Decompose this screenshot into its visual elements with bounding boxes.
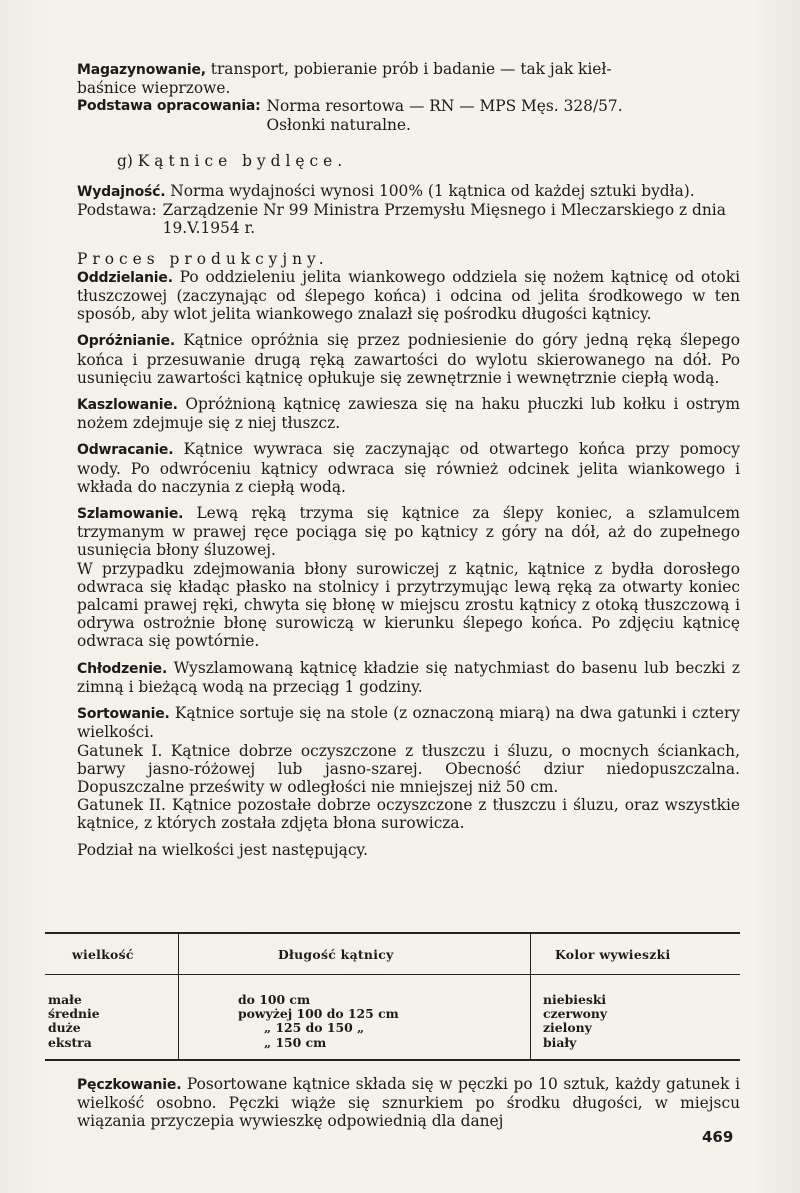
basis-norm: Podstawa opracowania: Norma resortowa — RN — MPS Męs. 328/57. Osłonki naturalne. — [77, 97, 623, 134]
paragraph-storage: Magazynowanie, transport, pobieranie prób i badanie — tak jak kieł- baśnice wieprzowe. — [77, 60, 612, 98]
page-number: 469 — [702, 1128, 734, 1146]
table-cell: zielony — [543, 1020, 592, 1036]
paragraph-grade-1: Gatunek I. Kątnice dobrze oczyszczone z tłuszczu i śluzu, o mocnych ściankach, barwy jasno-różowej lub jasno-szarej. Obecność dziur niedopuszczalna. Dopuszczalne prześwity w odległości nie mniejszej niż 50 cm. — [77, 741, 740, 796]
paragraph-turning: Odwracanie. Kątnice wywraca się zaczynając od otwartego końca przy pomocy wody. Po odwróceniu kątnicy odwraca się również odcinek jelita wiankowego i wkłada do naczynia z ciepłą wodą. — [77, 440, 740, 496]
paragraph-division: Podział na wielkości jest następujący. — [77, 840, 368, 859]
table-cell: do 100 cm — [238, 992, 311, 1007]
table-cell: powyżej 100 do 125 cm — [238, 1006, 399, 1022]
table-cell: „ 150 cm — [264, 1034, 327, 1050]
table-cell: duże — [48, 1020, 81, 1036]
paragraph-yield: Wydajność. Norma wydajności wynosi 100% (1 kątnica od każdej sztuki bydła). — [77, 182, 695, 201]
process-heading: Proces produkcyjny. — [77, 249, 329, 268]
section-heading: g) Kątnice bydlęce. — [117, 151, 348, 170]
table-column-sizes — [48, 993, 100, 1050]
table-divider-1 — [178, 932, 179, 1060]
paragraph-scraping: Kaszlowanie. Opróżnioną kątnicę zawiesza się na haku płuczki lub kołku i ostrym nożem zdejmuje się z niej tłuszcz. — [77, 395, 740, 433]
table-cell: małe — [48, 992, 82, 1007]
paragraph-sliming-2: W przypadku zdejmowania błony surowiczej z kątnic, kątnice z bydła dorosłego odwraca się kładąc płasko na stolnicy i przytrzymując lewą ręką za otwarty koniec palcami prawej ręki, chwyta się błonę w miejscu zrostu kątnicy z otoką tłuszczową i odrywa ostrożnie błonę surowiczą w kierunku ślepego końca. Po zdjęciu kątnicę odwraca się powtórnie. — [77, 559, 740, 651]
table-column-lengths — [238, 993, 399, 1050]
paragraph-cooling: Chłodzenie. Wyszlamowaną kątnicę kładzie się natychmiast do basenu lub beczki z zimną i bieżącą wodą na przeciąg 1 godziny. — [77, 658, 740, 696]
paragraph-separation: Oddzielanie. Po oddzieleniu jelita wiankowego oddziela się nożem kątnicę od otoki tłuszczowej (zaczynając od ślepego końca) i odcina od jelita środkowego w ten sposób, aby wlot jelita wiankowego znalazł się pośrodku długości kątnicy. — [77, 267, 740, 324]
lead-storage: Magazynowanie, — [77, 62, 206, 78]
paragraph-sorting: Sortowanie. Kątnice sortuje się na stole (z oznaczoną miarą) na dwa gatunki i cztery wielkości. — [77, 704, 740, 742]
paragraph-emptying: Opróżnianie. Kątnice opróżnia się przez podniesienie do góry jedną ręką ślepego końca i przesuwanie drugą ręką zawartości do wylotu skierowanego na dół. Po usunięciu zawartości kątnicę opłukuje się zewnętrznie i wewnętrznie ciepłą wodą. — [77, 331, 740, 387]
table-header-length: Długość kątnicy — [278, 947, 394, 962]
paragraph-grade-2: Gatunek II. Kątnice pozostałe dobrze oczyszczone z tłuszczu i śluzu, oraz wszystkie kątnice, z których została zdjęta błona surowicza. — [77, 796, 740, 833]
paragraph-sliming: Szlamowanie. Lewą ręką trzyma się kątnice za ślepy koniec, a szlamulcem trzymanym w prawej ręce pociąga się po kątnicy z góry na dół, aż do zupełnego usunięcia błony śluzowej. — [77, 504, 740, 560]
table-divider-2 — [530, 932, 531, 1060]
table-rule-header — [45, 974, 740, 975]
table-rule-bottom — [45, 1059, 740, 1061]
table-cell: średnie — [48, 1006, 100, 1022]
table-cell: „ 125 do 150 „ — [264, 1020, 365, 1036]
paragraph-bundling: Pęczkowanie. Posortowane kątnice składa się w pęczki po 10 sztuk, każdy gatunek i wielkość osobno. Pęczki wiąże się sznurkiem po środku długości, w miejscu wiązania przyczepia wywieszkę odpowiednią dla danej — [77, 1075, 740, 1131]
basis-label: Podstawa opracowania: — [77, 98, 261, 115]
main-text — [77, 60, 740, 859]
table-header-size: wielkość — [72, 947, 134, 962]
table-cell: biały — [543, 1034, 577, 1050]
table-rule-top — [45, 932, 740, 934]
table-cell: niebieski — [543, 992, 607, 1007]
table-header-color: Kolor wywieszki — [555, 947, 671, 962]
table-cell: ekstra — [48, 1034, 92, 1050]
table-column-colors — [543, 993, 607, 1050]
basis-regulation: Podstawa: Zarządzenie Nr 99 Ministra Przemysłu Mięsnego i Mleczarskiego z dnia 19.V.1954 r. — [77, 201, 726, 238]
table-cell: czerwony — [543, 1006, 608, 1022]
